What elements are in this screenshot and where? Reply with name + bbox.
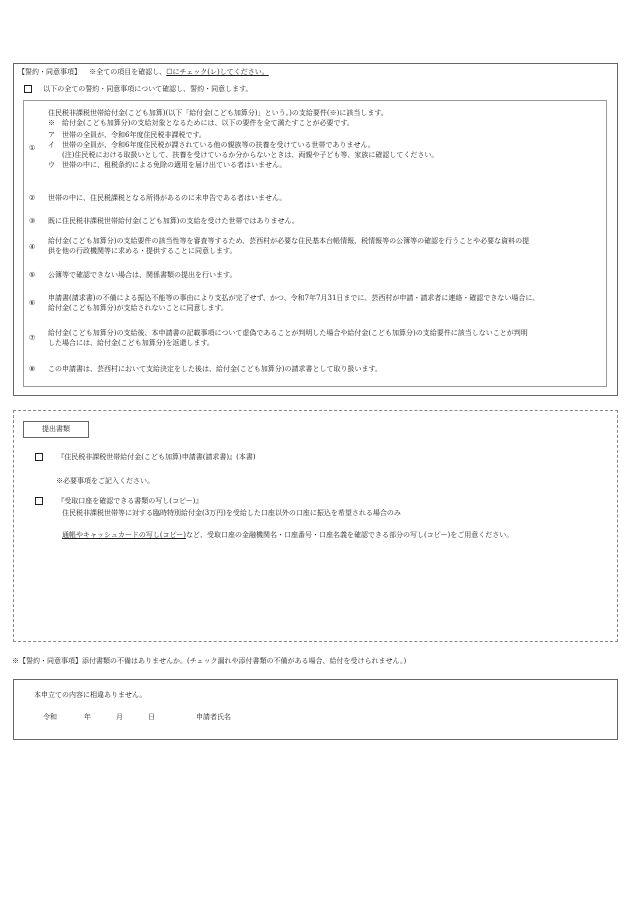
date-day-field[interactable] [128,712,146,722]
date-year-label: 年 [84,713,91,721]
item-3-text: 既に住民税非課税世帯給付金(こども加算)の支給を受けた世帯ではありません。 [48,217,299,225]
documents-section [13,410,618,642]
date-era: 令和 [43,713,57,721]
item-6-text: 申請書(請求書)の不備による振込不能等の事由により支払が完了せず、かつ、令和7年7月31日までに、芸西村が申請・請求者に連絡・確認できない場合に、 給付金(こども加算分)が支給されないことに同意します。 [48,294,540,313]
document-2-label: 『受取口座を確認できる書類の写し(コピー)』 [57,497,203,505]
item-7-text: 給付金(こども加算分)の支給後、本申請書の記載事項について虚偽であることが判明した場合や給付金(こども加算分)の支給要件に該当しないことが判明 した場合には、給付金(こども加算分)を返還します。 [48,329,528,348]
document-1-row[interactable] [35,452,256,462]
oath-header-bracket: 【誓約・同意事項】 [18,68,81,76]
item-number-8: ⑧ [29,365,36,373]
date-month-label: 月 [116,713,123,721]
item-1-text: ア 世帯の全員が、令和6年度住民税非課税です。 イ 世帯の全員が、令和6年度住民税が課されている他の親族等の扶養を受けている世帯でありません。 (注)住民税における取扱いとして、扶養を受けているか分からないときは、両親や子ども等、家族に確認してください。 ウ 世帯の中に、租税条約による免除の適用を届け出ている者はいません。 [48,131,439,170]
date-year-field[interactable] [63,712,81,722]
item-number-2: ② [29,194,36,202]
signer-name-field[interactable] [240,710,440,722]
date-month-field[interactable] [96,712,114,722]
signer-label: 申請者氏名 [196,713,231,721]
item-2-text: 世帯の中に、住民税課税となる所得があるのに未申告である者はいません。 [48,194,287,202]
requirement-intro: 住民税非課税世帯給付金(こども加算)(以下「給付金(こども加算分)」という。)の支給要件(※)に該当します。 ※ 給付金(こども加算分)の支給対象となるためには、以下の要件を全て満たすことが必要です。 [48,109,388,128]
footer-warning: ※【誓約・同意事項】添付書類の不備はありませんか。(チェック漏れや添付書類の不備がある場合、給付を受けられません。) [12,657,407,665]
oath-header [18,67,269,77]
item-5-text: 公簿等で確認できない場合は、関係書類の提出を行います。 [48,271,237,279]
documents-title: 提出書類 [23,421,89,438]
all-agree-checkbox[interactable] [24,85,32,93]
item-number-6: ⑥ [29,299,36,307]
document-2-checkbox[interactable] [35,497,43,505]
all-agree-label: 以下の全ての誓約・同意事項について確認し、誓約・同意します。 [43,85,253,93]
document-1-label: 『住民税非課税世帯給付金(こども加算)申請書(請求書)』(本書) [57,453,256,461]
document-2-condition: 住民税非課税世帯等に対する臨時特別給付金(3万円)を受給した口座以外の口座に振込を希望される場合のみ [62,509,401,517]
confirmation-text: 本申立ての内容に相違ありません。 [34,691,147,699]
all-agree-row[interactable] [24,84,253,94]
date-day-label: 日 [148,713,155,721]
document-1-checkbox[interactable] [35,453,43,461]
item-8-text: この申請書は、芸西村において支給決定をした後は、給付金(こども加算分)の請求書として取り扱います。 [48,365,382,373]
item-4-text: 給付金(こども加算分)の支給要件の該当性等を審査等するため、芸西村が必要な住民基本台帳情報、税情報等の公簿等の確認を行うことや必要な資料の提 供を他の行政機関等に求める・提供することに同意します。 [48,237,530,256]
oath-header-note: ※全ての項目を確認し、☐にチェック(レ)してください。 [89,68,269,76]
item-number-3: ③ [29,217,36,225]
document-2-detail: 通帳やキャッシュカードの写し(コピー)など、受取口座の金融機関名・口座番号・口座名義を確認できる部分の写し(コピー)をご用意ください。 [62,531,514,539]
document-1-note: ※必要事項をご記入ください。 [56,477,154,485]
item-number-1: ① [29,144,36,152]
document-2-row[interactable] [35,496,202,506]
item-number-5: ⑤ [29,271,36,279]
item-number-7: ⑦ [29,334,36,342]
item-number-4: ④ [29,243,36,251]
